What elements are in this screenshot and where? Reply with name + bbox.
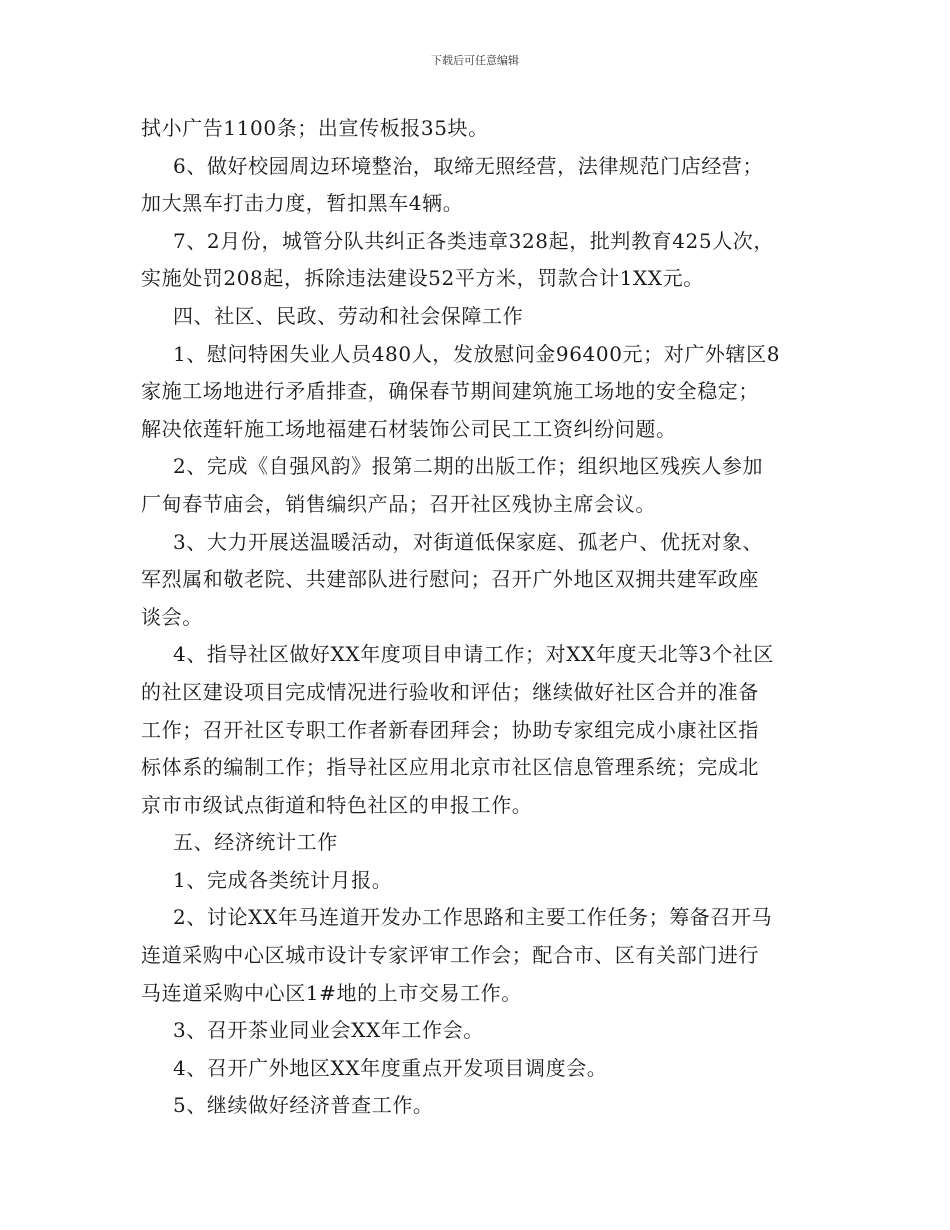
text-line: 4、指导社区做好XX年度项目申请工作；对XX年度天北等3个社区	[173, 642, 775, 667]
text-line: 京市市级试点街道和特色社区的申报工作。	[141, 792, 533, 817]
text-line: 马连道采购中心区1#地的上市交易工作。	[141, 980, 522, 1005]
text-line: 厂甸春节庙会，销售编织产品；召开社区残协主席会议。	[141, 491, 656, 516]
text-line: 标体系的编制工作；指导社区应用北京市社区信息管理系统；完成北	[141, 755, 759, 780]
text-line: 连道采购中心区城市设计专家评审工作会；配合市、区有关部门进行	[141, 943, 759, 968]
text-line: 家施工场地进行矛盾排查，确保春节期间建筑施工场地的安全稳定；	[141, 379, 759, 404]
text-line: 5、继续做好经济普查工作。	[173, 1093, 434, 1118]
text-line: 工作；召开社区专职工作者新春团拜会；协助专家组完成小康社区指	[141, 717, 759, 742]
page-header: 下载后可任意编辑	[431, 54, 519, 67]
document-body	[141, 110, 811, 1125]
section-heading: 四、社区、民政、劳动和社会保障工作	[173, 303, 524, 328]
text-line: 1、慰问特困失业人员480人，发放慰问金96400元；对广外辖区8	[173, 341, 781, 366]
text-line: 的社区建设项目完成情况进行验收和评估；继续做好社区合并的准备	[141, 679, 759, 704]
text-line: 4、召开广外地区XX年度重点开发项目调度会。	[173, 1055, 608, 1080]
text-line: 6、做好校园周边环境整治，取缔无照经营，法律规范门店经营；	[173, 153, 764, 178]
text-line: 3、召开茶业同业会XX年工作会。	[173, 1018, 484, 1043]
text-line: 加大黑车打击力度，暂扣黑车4辆。	[141, 191, 464, 216]
text-line: 2、完成《自强风韵》报第二期的出版工作；组织地区残疾人参加	[173, 454, 764, 479]
text-line: 拭小广告1100条；出宣传板报35块。	[141, 116, 489, 140]
text-line: 谈会。	[141, 604, 203, 629]
text-line: 1、完成各类统计月报。	[173, 867, 393, 892]
section-heading: 五、经济统计工作	[173, 830, 338, 855]
text-line: 7、2月份，城管分队共纠正各类违章328起，批判教育425人次，	[173, 228, 774, 253]
text-line: 3、大力开展送温暖活动，对街道低保家庭、孤老户、优抚对象、	[173, 529, 764, 554]
text-line: 军烈属和敬老院、共建部队进行慰问；召开广外地区双拥共建军政座	[141, 567, 759, 592]
text-line: 2、讨论XX年马连道开发办工作思路和主要工作任务；筹备召开马	[173, 905, 773, 930]
text-line: 解决依莲轩施工场地福建石材装饰公司民工工资纠纷问题。	[141, 416, 677, 441]
text-line: 实施处罚208起，拆除违法建设52平方米，罚款合计1XX元。	[141, 266, 704, 291]
